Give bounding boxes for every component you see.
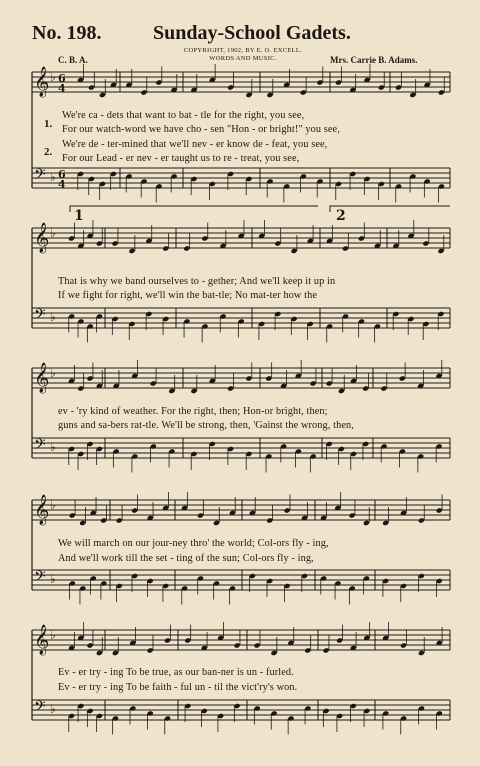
key-signature-flat: ♭ <box>50 366 56 380</box>
lyric-line: That is why we band ourselves to - gether; And we'll keep it up in <box>58 276 336 287</box>
treble-clef: 𝄞 <box>34 495 50 525</box>
copyright-line: COPYRIGHT, 1902, BY E. O. EXCELL. <box>183 47 303 54</box>
key-signature-flat: ♭ <box>50 440 56 454</box>
first-ending-bracket <box>70 206 318 212</box>
verse-number-1: 1. <box>44 118 53 130</box>
first-ending-number: 1 <box>74 208 84 224</box>
lyric-line: If we fight for right, we'll win the bat-tle; No mat-ter how the <box>58 290 318 301</box>
time-signature-top: 6 <box>58 72 66 85</box>
lyric-line: For our Lead - er nev - er taught us to re - treat, you see, <box>62 153 300 164</box>
key-signature-flat: ♭ <box>50 70 56 84</box>
key-signature-flat: ♭ <box>50 498 56 512</box>
second-ending-number: 2 <box>336 208 346 224</box>
treble-clef: 𝄞 <box>34 625 50 655</box>
treble-clef: 𝄞 <box>34 363 50 393</box>
key-signature-flat: ♭ <box>50 702 56 716</box>
bass-clef: 𝄢 <box>34 166 46 187</box>
lyric-line: We're de - ter-mined that we'll nev - er know de - feat, you see, <box>62 139 328 150</box>
bass-clef: 𝄢 <box>34 698 46 719</box>
time-signature-top: 6 <box>58 168 66 181</box>
lyric-line: For our watch-word we have cho - sen "Hon - or bright!" you see, <box>62 124 340 135</box>
bass-clef: 𝄢 <box>34 436 46 457</box>
treble-clef: 𝄞 <box>34 67 50 97</box>
lyric-line: ev - 'ry kind of weather. For the right, then; Hon-or bright, then; <box>58 406 328 417</box>
hymn-number: No. 198. <box>32 22 102 44</box>
treble-clef: 𝄞 <box>34 223 50 253</box>
lyric-line: We will march on our jour-ney thro' the world; Col-ors fly - ing, <box>58 538 329 549</box>
bass-clef: 𝄢 <box>34 306 46 327</box>
key-signature-flat: ♭ <box>50 572 56 586</box>
lyric-line: And we'll work till the set - ting of the sun; Col-ors fly - ing, <box>58 553 314 564</box>
time-signature-bottom: 4 <box>58 82 66 95</box>
lyric-line: We're ca - dets that want to bat - tle for the right, you see, <box>62 110 305 121</box>
key-signature-flat: ♭ <box>50 310 56 324</box>
copyright-subline: WORDS AND MUSIC. <box>209 55 277 62</box>
lyric-line: guns and sa-bers rat-tle. We'll be strong, then, 'Gainst the wrong, then, <box>58 420 354 431</box>
second-ending-bracket <box>330 206 450 212</box>
lyric-line: Ev - er try - ing To be faith - ful un - til the vict'ry's won. <box>58 682 298 693</box>
lyricist-name: Mrs. Carrie B. Adams. <box>330 55 418 65</box>
key-signature-flat: ♭ <box>50 170 56 184</box>
time-signature-bottom: 4 <box>58 178 66 191</box>
verse-number-2: 2. <box>44 146 53 158</box>
key-signature-flat: ♭ <box>50 628 56 642</box>
composer-initials: C. B. A. <box>58 55 88 65</box>
lyric-line: Ev - er try - ing To be true, as our ban-ner is un - furled. <box>58 667 294 678</box>
hymn-title: Sunday-School Gadets. <box>153 22 351 44</box>
key-signature-flat: ♭ <box>50 226 56 240</box>
bass-clef: 𝄢 <box>34 568 46 589</box>
